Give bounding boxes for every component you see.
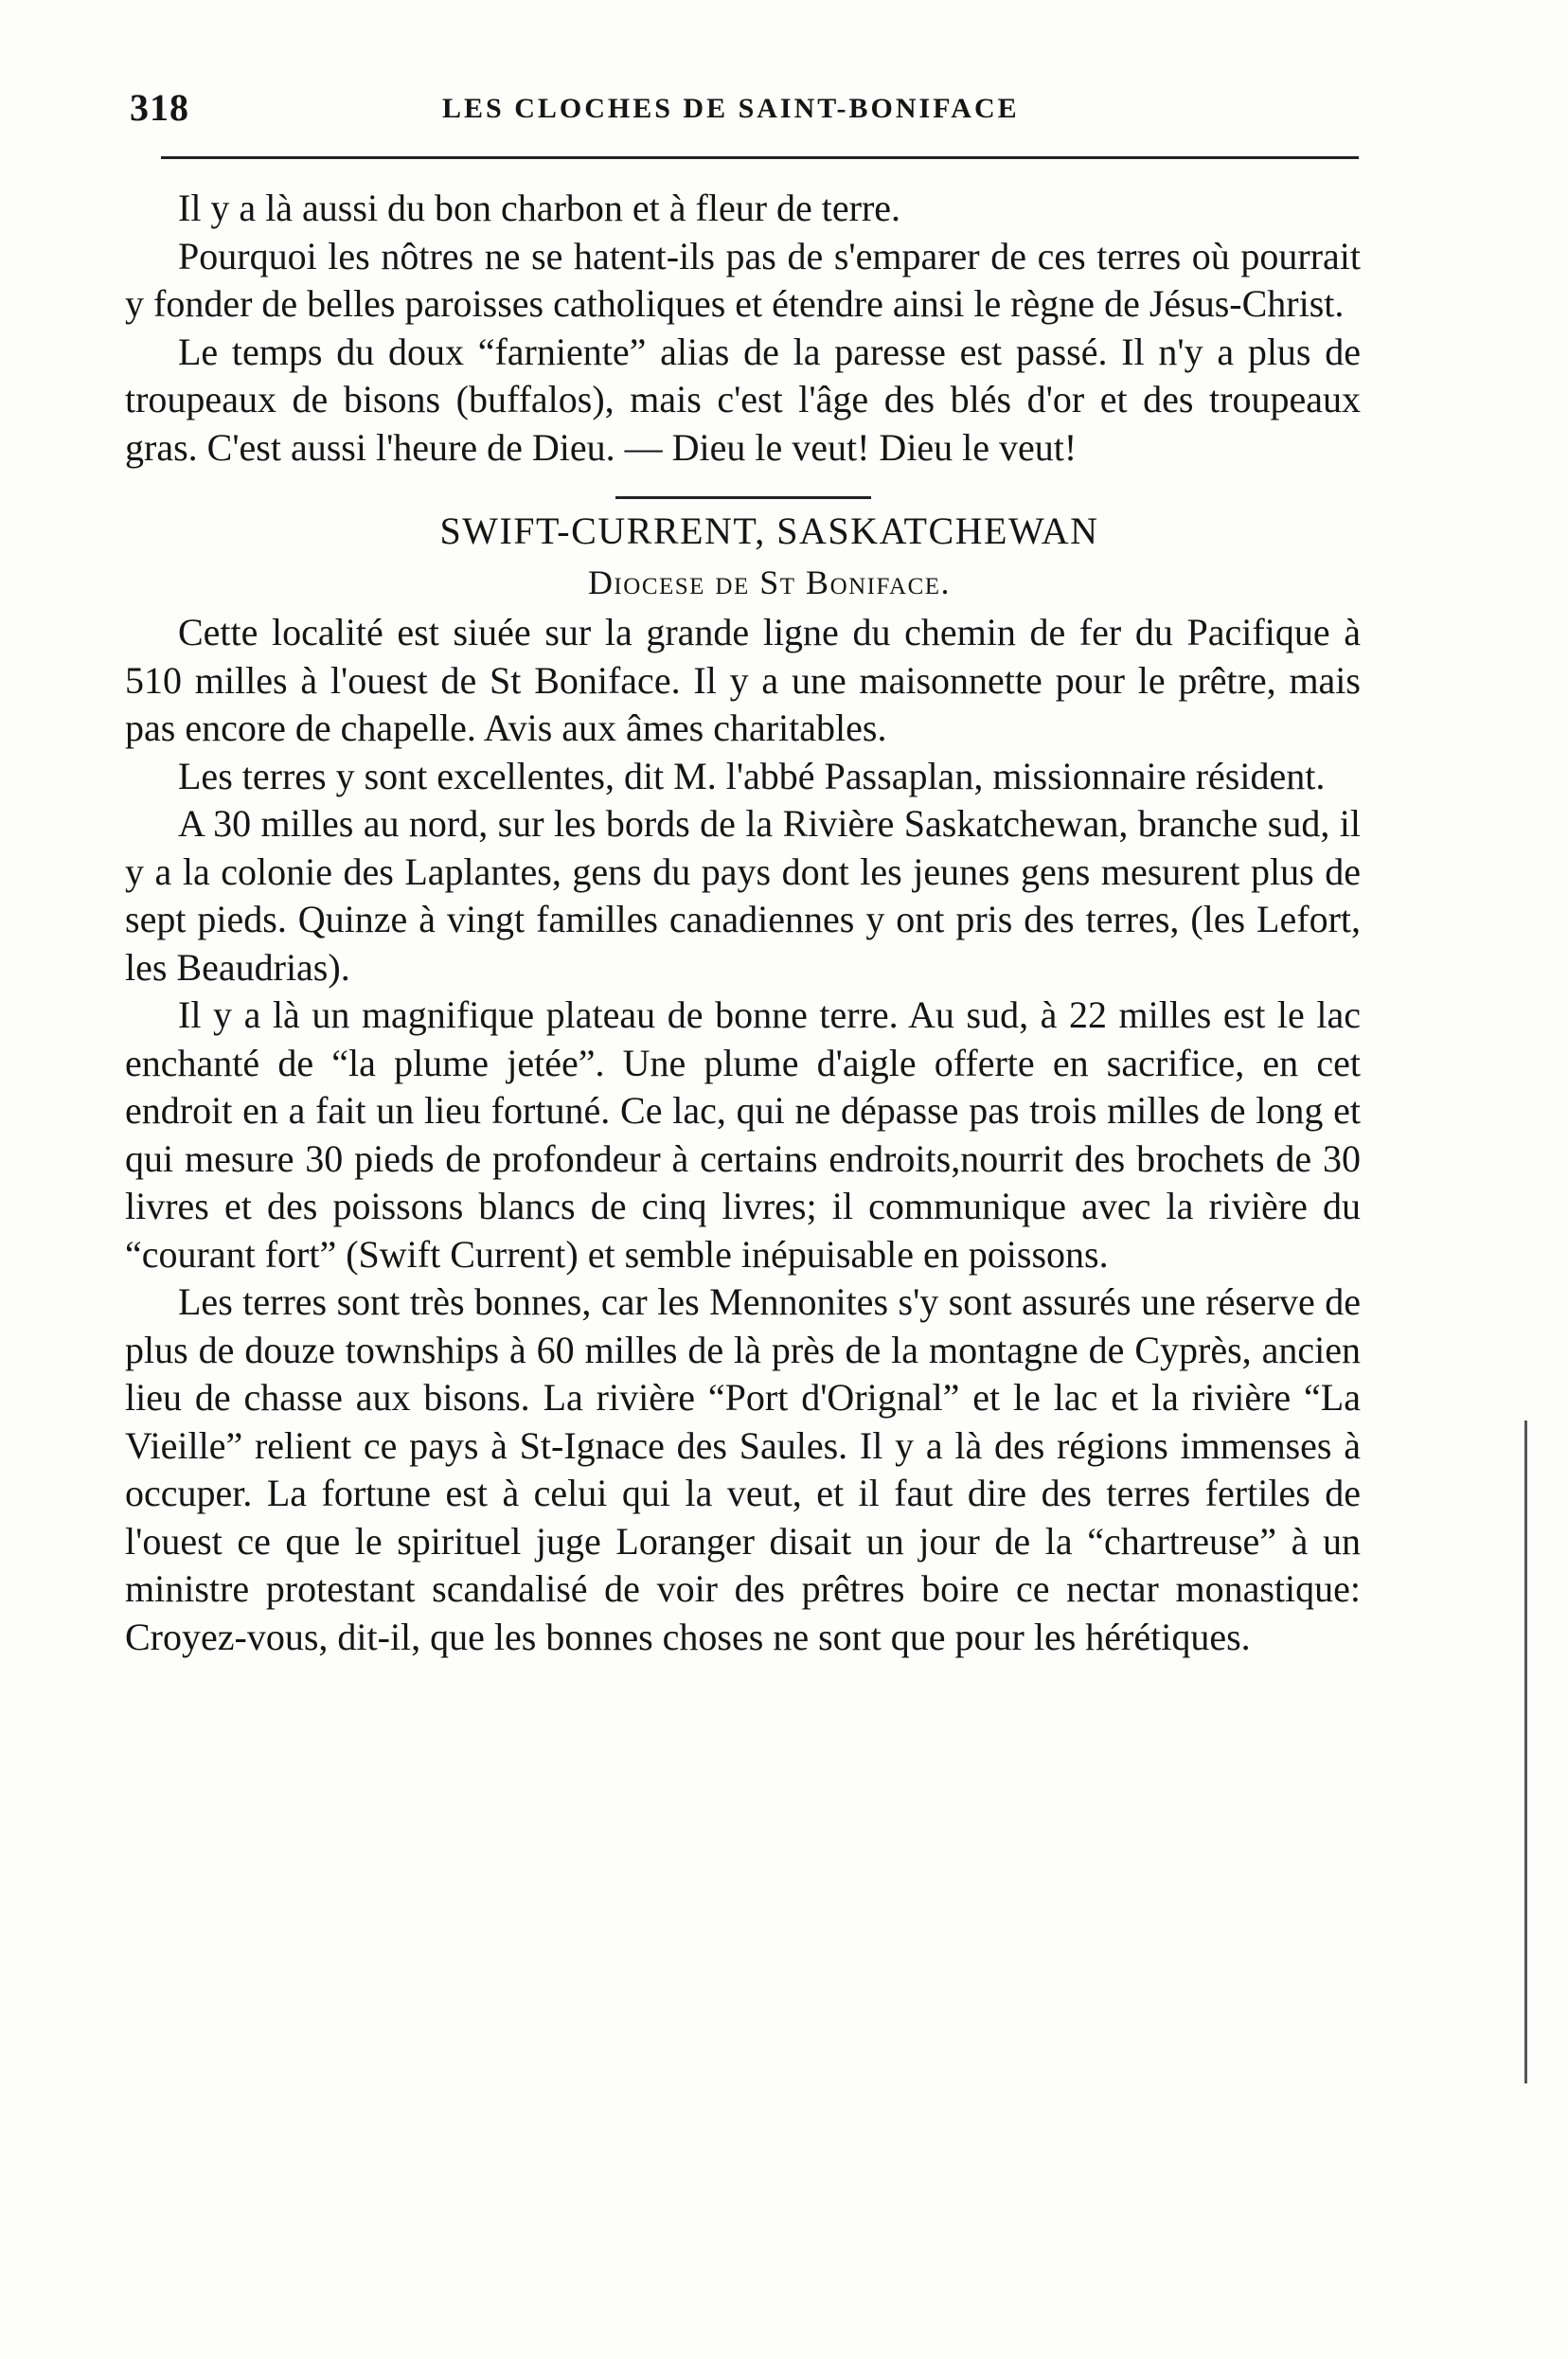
paragraph: Pourquoi les nôtres ne se hatent-ils pas de s'emparer de ces terres où pourrait y fonder de belles paroisses catholiques et étendre ainsi le règne de Jésus-Christ. — [125, 234, 1361, 325]
section-title: SWIFT-CURRENT, SASKATCHEWAN — [439, 509, 1099, 552]
page-header — [130, 83, 1361, 140]
header-rule — [161, 156, 1359, 159]
page-number: 318 — [130, 86, 189, 129]
paragraph: Il y a là aussi du bon charbon et à fleur de terre. — [178, 187, 901, 229]
paragraph: Cette localité est siuée sur la grande ligne du chemin de fer du Pacifique à 510 milles à l'ouest de St Boniface. Il y a une maisonnette pour le prêtre, mais pas encore de chapelle. Avis aux âmes charitables. — [125, 611, 1361, 749]
running-head: LES CLOCHES DE SAINT-BONIFACE — [442, 93, 1020, 124]
section-subtitle: Diocese de St Boniface. — [587, 563, 952, 601]
paragraph: Le temps du doux “farniente” alias de la paresse est passé. Il n'y a plus de troupeaux de bisons (buffalos), mais c'est l'âge des blés d'or et des troupeaux gras. C'est aussi l'heure de Dieu. — Dieu le veut! Dieu le veut! — [125, 330, 1361, 469]
paragraph: Il y a là un magnifique plateau de bonne terre. Au sud, à 22 milles est le lac enchanté de “la plume jetée”. Une plume d'aigle offerte en sacrifice, en cet endroit en a fait un lieu fortuné. Ce lac, qui ne dépasse pas trois milles de long et qui mesure 30 pieds de profondeur à certains endroits,nourrit des brochets de 30 livres et des poissons blancs de cinq livres; il communique avec la rivière du “courant fort” (Swift Current) et semble inépuisable en poissons. — [125, 993, 1361, 1276]
paragraph: Les terres y sont excellentes, dit M. l'abbé Passaplan, missionnaire résident. — [178, 754, 1326, 797]
paragraph: Les terres sont très bonnes, car les Mennonites s'y sont assurés une réserve de plus de douze townships à 60 milles de là près de la montagne de Cyprès, ancien lieu de chasse aux bisons. La rivière “Port d'Orignal” et le lac et la rivière “La Vieille” relient ce pays à St-Ignace des Saules. Il y a là des régions immenses à occuper. La fortune est à celui qui la veut, et il faut dire des terres fertiles de l'ouest ce que le spirituel juge Loranger disait un jour de la “chartreuse” à un ministre protestant scandalisé de voir des prêtres boire ce nectar monastique: Croyez-vous, dit-il, que les bonnes choses ne sont que pour les hérétiques. — [125, 1280, 1361, 1658]
section-divider — [615, 496, 871, 499]
scan-edge-line — [1524, 1421, 1527, 2083]
paragraph: A 30 milles au nord, sur les bords de la Rivière Saskatchewan, branche sud, il y a la colonie des Laplantes, gens du pays dont les jeunes gens mesurent plus de sept pieds. Quinze à vingt familles canadiennes y ont pris des terres, (les Lefort, les Beaudrias). — [125, 802, 1361, 989]
page-body — [125, 185, 1361, 1661]
